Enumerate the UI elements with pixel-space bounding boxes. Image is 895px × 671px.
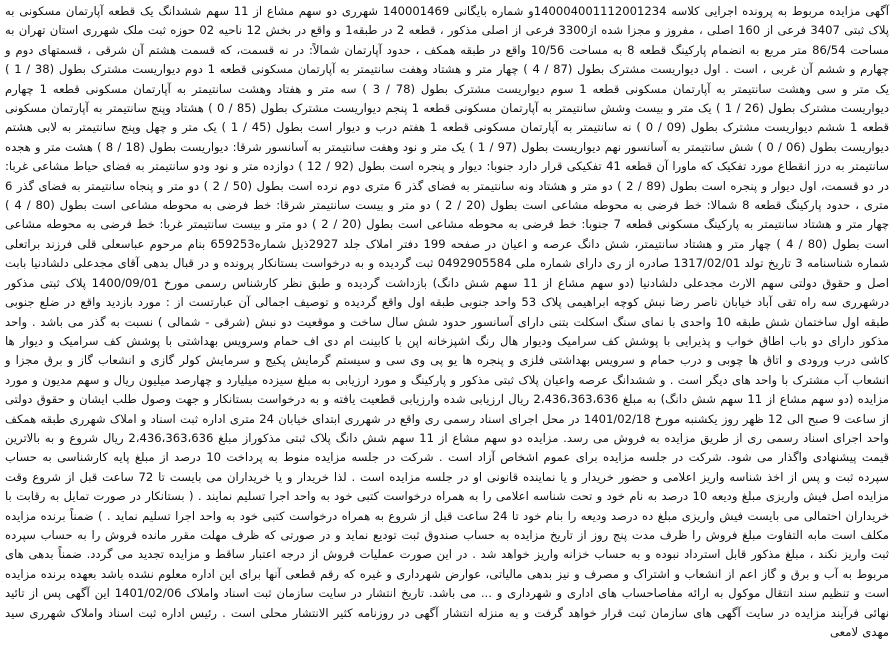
auction-notice-text: آگهی مزایده مربوط به پرونده اجرایی کلاسه 140004001112001234و شماره بایگانی 140001469 شهرری دو سهم مشاع از 11 سهم ششدانگ یک قطعه آپارتمان مسکونی به پلاک ثبتی 3407 فرعی از 160 اصلی ، مفروز و مجزا شده از3300 فرعی از اصلی مذکور ، قطعه 2 در طبقه1 و واقع در بخش 12 ناحیه 02 حوزه ثبت ملک شهرری استان تهران به مساحت 86/54 متر مربع به انضمام پارکینگ قطعه 8 به مساحت 10/56 واقع در طبقه همکف ، حدود آپارتمان شمالاً: در نه قسمت، که قسمت هشتم آن شرقی ، قسمتهای دوم و چهارم و ششم آن غربی ، است . اول دیواریست مشترک بطول (87 / 4 ) چهار متر و هشتاد وهفت سانتیمتر به آپارتمان مسکونی قطعه 1 دوم دیواریست مشترک بطول (38 / 1 ) یک متر و سی وهشت سانتیمتر به آپارتمان مسکونی قطعه 1 سوم دیواریست مشترک بطول (78 / 3 ) سه متر و هفتاد وهشت سانتیمتر به آپارتمان مسکونی قطعه 1 چهارم دیواریست مشترک بطول (26 / 1 ) یک متر و بیست وشش سانتیمتر به آپارتمان مسکونی قطعه 1 پنجم دیواریست مشترک بطول (85 / 0 ) هشتاد وپنج سانتیمتر به آپارتمان مسکونی قطعه 1 ششم دیواریست مشترک بطول (09 / 0 ) نه سانتیمتر به آپارتمان مسکونی قطعه 1 هفتم درب و دیوار است بطول (45 / 1 ) یک متر و چهل وپنج سانتیمتر به لابی هشتم دیواریست بطول (06 / 0 ) شش سانتیمتر به آسانسور نهم دیواریست بطول (97 / 1 ) یک متر و نود وهفت سانتیمتر به آسانسور شرقا: دیواریست بطول (18 / 8 ) هشت متر و هجده سانتیمتر به درز انقطاع مورد تفکیک که ماورا آن قطعه 41 تفکیکی قرار دارد جنوبا: دیوار و پنجره است بطول (92 / 12 ) دوازده متر و نود ودو سانتیمتر به فضای حیاط مشاعی غربا: در دو قسمت، اول دیوار و پنجره است بطول (89 / 2 ) دو متر و هشتاد ونه سانتیمتر به فضای گذر 6 متری دوم نرده است بطول (50 / 2 ) دو متر و پنجاه سانتیمتر به فضای گذر 6 متری ، حدود پارکینگ قطعه 8 شمالا: خط فرضی به محوطه مشاعی است بطول (20 / 2 ) دو متر و بیست سانتیمتر شرقا: خط فرضی به محوطه مشاعی است بطول (80 / 4 ) چهار متر و هشتاد سانتیمتر به پارکینگ مسکونی قطعه 7 جنوبا: خط فرضی به محوطه مشاعی است بطول (20 / 2 ) دو متر و بیست سانتیمتر غربا: خط فرضی به محوطه مشاعی است بطول (80 / 4 ) چهار متر و هشتاد سانتیمتر، شش دانگ عرصه و اعیان در صفحه 199 دفتر املاک جلد 2927ذیل شماره659253 بنام مرحوم عباسعلی قلی فرزند براتعلی شماره شناسنامه 3 تاریخ تولد 1317/02/01 صادره از ری دارای شماره ملی 0492905584 ثبت گردیده و به درخواست بستانکار پرونده و در قبال بدهی آقای مجدعلی دلشادنیا بابت اصل و حقوق دولتی سهم الارث مجدعلی دلشادنیا (دو سهم مشاع از 11 سهم شش دانگ) بازداشت گردیده و طبق نظر کارشناس رسمی مورخ 1400/09/01 پلاک ثبتی مذکور درشهرری سه راه تقی آباد خیابان ناصر رضا نبش کوچه ابراهیمی پلاک 53 واحد جنوبی طبقه اول واقع گردیده و توصیف اجمالی آن عبارتست از : مورد بازدید واقع در ضلع جنوبی طبقه اول ساختمان شش طبقه 10 واحدی با نمای سنگ اسکلت بتنی دارای آسانسور حدود شش سال ساخت و موقعیت دو نبش (شرقی - شمالی ) نسبت به گذر می باشد . واحد مذکور دارای دو باب اطاق خواب و پذیرایی با پوشش کف سرامیک ودیوار هال رنگ اشپزخانه اپن با کابینت ام دی اف حمام وسرویس بهداشتی با پوشش کف سرامیک و دیوار ها کاشی درب ورودی و اتاق ها چوبی و درب حمام و سرویس بهداشتی فلزی و پنجره ها یو پی وی سی و سیستم گرمایش پکیج و سرمایش کولر گازی و انشعاب گاز و برق مجزا و انشعاب آب مشترک با واحد های دیگر است . و ششدانگ عرصه واعیان پلاک ثبتی مذکور و پارکینگ و مورد ارزیابی به مبلغ سیزده میلیارد و چهارصد میلیون ریال و سهم مدیون و مورد مزایده (دو سهم مشاع از 11 سهم شش دانگ) به مبلغ 2،436،363،636 ریال ارزیابی شده وارزیابی قطعیت یافته و به درخواست بستانکار و جهت وصول طلب ایشان و حقوق دولتی از ساعت 9 صبح الی 12 ظهر روز یکشنبه مورخ 1401/02/18 در محل اجرای اسناد رسمی ری واقع در شهرری ابتدای خیابان 24 متری اداره ثبت اسناد و املاک شهرری طبقه همکف واحد اجرای اسناد رسمی ری از طریق مزایده به فروش می رسد. مزایده دو سهم مشاع از 11 سهم شش دانگ پلاک ثبتی مذکوراز مبلغ 2،436،363،636 ریال شروع و به بالاترین قیمت پیشنهادی واگذار می شود. شرکت در جلسه مزایده برای عموم اشخاص آزاد است . شرکت در جلسه مزایده منوط به پرداخت 10 درصد از مبلغ پایه کارشناسی به حساب سپرده ثبت و پس از اخذ شناسه واریز اعلامی و حضور خریدار و یا نماینده قانونی او در جلسه مزایده است . لذا خریدار و یا خریداران می بایست تا 72 ساعت قبل از شروع وقت مزایده اصل فیش واریزی مبلغ ودیعه 10 درصد به نام خود و تحت شناسه اعلامی را به همراه درخواست کتبی خود به واحد اجرا تسلیم نمایند . ( بستانکار در صورت تمایل به رقابت با خریداران احتمالی می بایست فیش واریزی مبلغ ده درصد ودیعه را بنام خود تا 24 ساعت قبل از شروع به همراه درخواست کتبی خود به واحد اجرا تسلیم نماید . ) ضمناً برنده مزایده مکلف است مابه التفاوت مبلغ فروش را ظرف مدت پنج روز از تاریخ مزایده به حساب صندوق ثبت تودیع نماید و در صورتی که ظرف مهلت مقرر مانده فروش را به حساب سپرده ثبت واریز نکند ، مبلغ مذکور قابل استرداد نبوده و به حساب خزانه واریز خواهد شد . در این صورت عملیات فروش از درجه اعتبار ساقط و مزایده تجدید می گردد. ضمناً بدهی های مربوط به آب و برق و گاز اعم از انشعاب و اشتراک و مصرف و نیز بدهی مالیاتی، عوارض شهرداری و غیره که رقم قطعی آنها برای این اداره معلوم نشده باشد بعهده برنده مزایده است و تنظیم سند انتقال موکول به ارائه مفاصاحساب های اداری و شهرداری و ... می باشد. تاریخ انتشار در سایت سازمان ثبت اسناد واملاک 1401/02/06 این آگهی پس از تائید نهائی فرآیند مزایده در سایت آگهی های سازمان ثبت قرار خواهد گرفت و به منزله انتشار آگهی در روزنامه کثیر الانتشار محلی است . رئیس اداره ثبت اسناد واملاک شهرری سید مهدی لامعی	[5, 4, 890, 639]
